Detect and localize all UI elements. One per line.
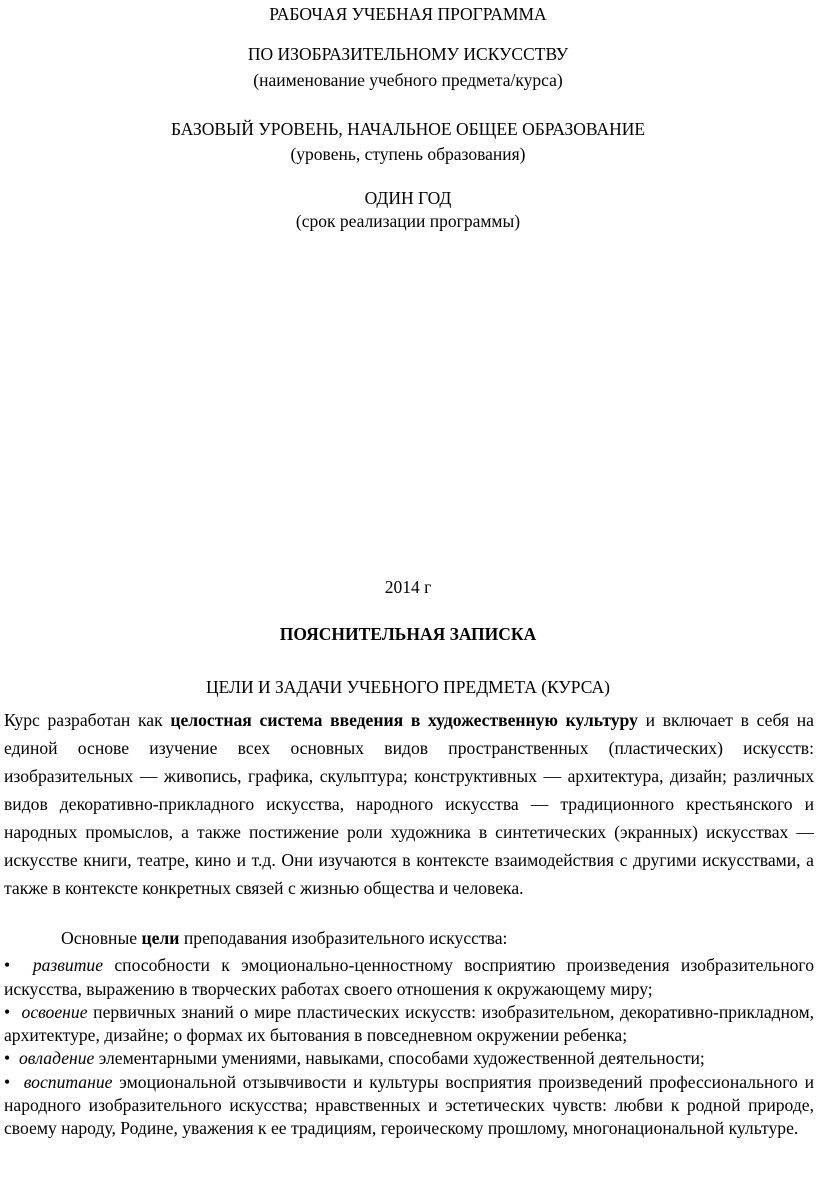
bullet: • — [4, 955, 11, 976]
intro-text-start: Курс разработан как — [4, 709, 171, 730]
subject-title: ПО ИЗОБРАЗИТЕЛЬНОМУ ИСКУССТВУ — [247, 44, 569, 64]
term-caption: (срок реализации программы) — [295, 211, 521, 231]
goal-term: овладение — [18, 1048, 95, 1069]
goals-section — [4, 927, 814, 1141]
intro-text-rest: и включает в себя на единой основе изучение всех основных видов пространственных (пластических) искусств: изобразительных — живопись, графика, скульптура; конструктивных — архитектура, дизайн; различных видов декоративно-прикладного искусства, народного искусства — традиционного крестьянского и народных промыслов, а также постижение роли художника в синтетических (экранных) искусствах — искусстве книги, театре, кино и т.д. Они изучаются в контексте взаимодействия с другими искусствами, а также в контексте конкретных связей с жизнью общества и человека. — [4, 709, 814, 899]
goal-text: элементарными умениями, навыками, способами художественной деятельности; — [94, 1048, 705, 1069]
goals-intro-emphasis: цели — [141, 928, 180, 948]
year: 2014 г — [384, 577, 432, 597]
goals-intro-start: Основные — [61, 928, 142, 948]
subject-caption: (наименование учебного предмета/курса) — [253, 70, 563, 90]
section-heading: ЦЕЛИ И ЗАДАЧИ УЧЕБНОГО ПРЕДМЕТА (КУРСА) — [205, 677, 610, 697]
intro-paragraph — [4, 706, 814, 903]
goal-item — [4, 954, 814, 1001]
goal-item — [4, 1071, 814, 1141]
level-title: БАЗОВЫЙ УРОВЕНЬ, НАЧАЛЬНОЕ ОБЩЕЕ ОБРАЗОВАНИЕ — [170, 119, 646, 139]
program-title: РАБОЧАЯ УЧЕБНАЯ ПРОГРАММА — [269, 4, 547, 24]
goal-term: освоение — [21, 1001, 88, 1022]
term-title: ОДИН ГОД — [364, 188, 452, 208]
goal-text: способности к эмоционально-ценностному восприятию произведения изобразительного искусства, выражению в творческих работах своего отношения к окружающему миру; — [4, 955, 814, 999]
bullet: • — [4, 1048, 11, 1069]
intro-emphasis: целостная система введения в художественную культуру — [170, 709, 638, 730]
level-caption: (уровень, ступень образования) — [290, 144, 526, 164]
goal-item — [4, 1001, 814, 1048]
goals-intro — [4, 927, 814, 950]
goals-intro-rest: преподавания изобразительного искусства: — [179, 928, 508, 948]
goal-item — [4, 1047, 814, 1070]
goal-term: развитие — [32, 955, 104, 976]
goal-text: первичных знаний о мире пластических искусств: изобразительном, декоративно-прикладном, архитектуре, дизайне; о формах их бытования в повседневном окружении ребенка; — [4, 1001, 815, 1046]
goal-text: эмоциональной отзывчивости и культуры восприятия произведений профессионального и народного изобразительного искусства; нравственных и эстетических чувств: любви к родной природе, своему народу, Родине, уважения к ее традициям, героическому прошлому, многонациональной культуре. — [4, 1071, 814, 1139]
goal-term: воспитание — [23, 1071, 113, 1092]
bullet: • — [4, 1071, 11, 1092]
bullet: • — [4, 1001, 11, 1022]
note-heading: ПОЯСНИТЕЛЬНАЯ ЗАПИСКА — [279, 624, 537, 644]
